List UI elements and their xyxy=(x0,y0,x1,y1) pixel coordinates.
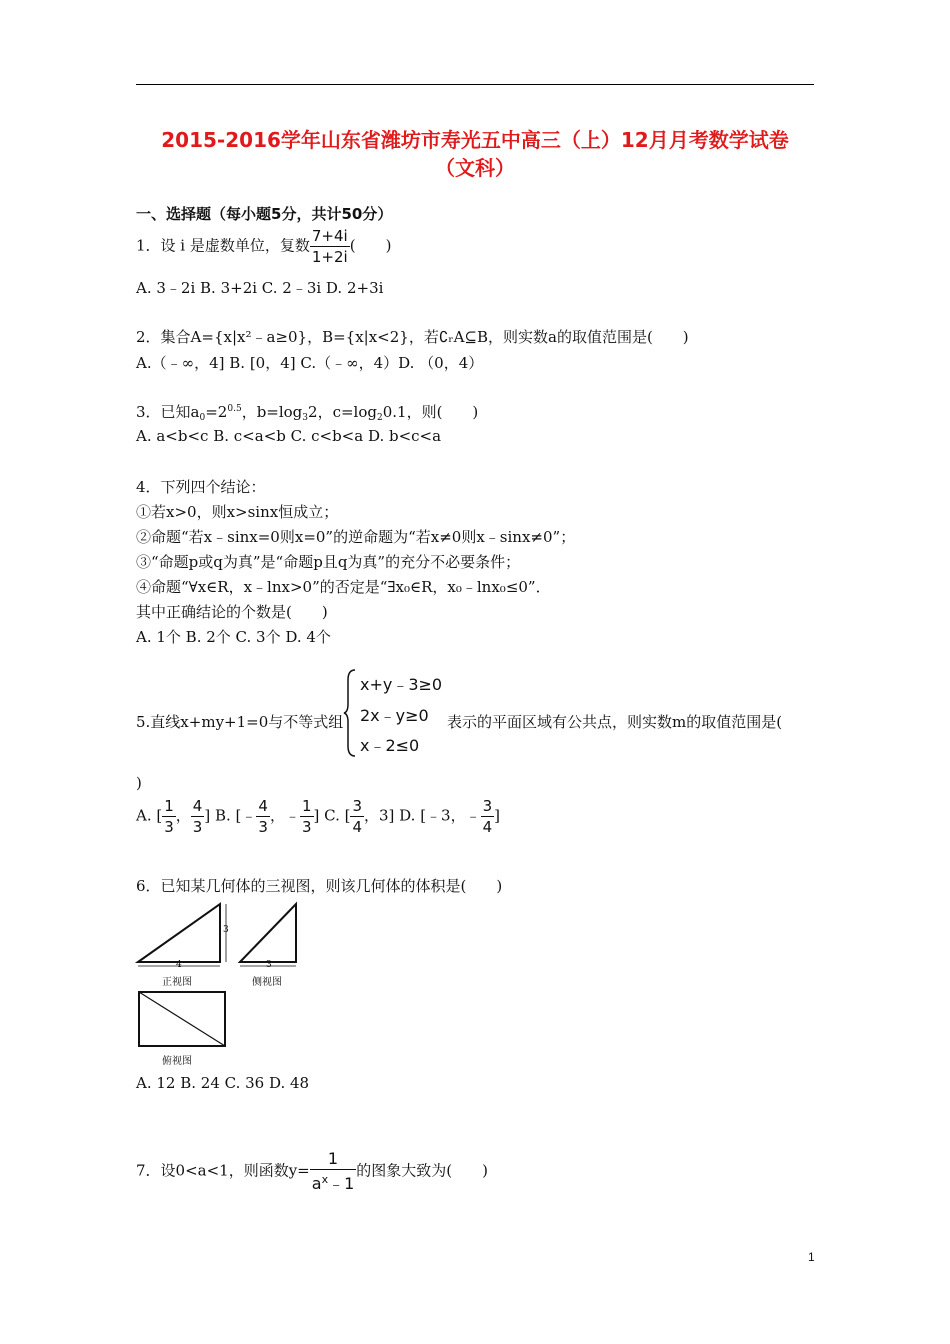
q5-inequality-1: x+y﹣3≥0 xyxy=(360,675,443,694)
q5-d1-den: 4 xyxy=(482,818,493,836)
q5-inequality-2: 2x﹣y≥0 xyxy=(360,706,429,725)
page-number: 1 xyxy=(808,1250,815,1264)
q5-a-frac-2 xyxy=(191,796,205,837)
dim-label-3: 3 xyxy=(223,925,229,935)
q2-options: A.（﹣∞，4] B. [0，4] C.（﹣∞，4）D. （0，4） xyxy=(136,354,484,372)
q7-prefix: 7．设0<a<1，则函数y= xyxy=(136,1161,310,1180)
dim-label-side: 3 xyxy=(266,960,272,970)
q5-opt-c-end: ，3] D. [﹣3，﹣ xyxy=(364,806,481,825)
q4-statement-2: ②命题“若x﹣sinx=0则x=0”的逆命题为“若x≠0则x﹣sinx≠0”； xyxy=(136,528,576,546)
q1-fraction xyxy=(310,226,350,267)
q3-sub0: 0 xyxy=(199,413,206,423)
q5-opt-c-label: ] C. [ xyxy=(313,806,351,825)
top-view-diagonal xyxy=(139,992,225,1046)
question-7 xyxy=(136,1149,488,1194)
q5-d-frac xyxy=(481,796,495,837)
q1-options: A. 3﹣2i B. 3+2i C. 2﹣3i D. 2+3i xyxy=(136,279,384,297)
q7-denominator xyxy=(310,1170,357,1194)
top-view-label: 俯视图 xyxy=(162,1056,192,1067)
front-view-triangle xyxy=(138,904,220,962)
q6-stem: 6．已知某几何体的三视图，则该几何体的体积是( ) xyxy=(136,877,503,895)
q5-b1-num: 4 xyxy=(258,797,268,815)
q5-brace xyxy=(343,668,357,758)
dim-label-4: 4 xyxy=(176,960,182,970)
q5-comma: ， xyxy=(175,806,191,825)
q6-top-view xyxy=(134,990,234,1050)
q4-statement-1: ①若x>0，则x>sinx恒成立； xyxy=(136,503,339,521)
q6-options: A. 12 B. 24 C. 36 D. 48 xyxy=(136,1074,310,1092)
q3-sub2: 2 xyxy=(376,413,383,423)
q1-denominator: 1+2i xyxy=(311,248,348,266)
q5-b-frac-2 xyxy=(300,796,314,837)
q5-prefix: 5.直线x+my+1=0与不等式组 xyxy=(136,713,344,731)
q5-inequality-3: x﹣2≤0 xyxy=(360,736,420,755)
q5-close-paren: ) xyxy=(136,774,142,792)
q7-den-exp: x xyxy=(321,1173,329,1186)
q5-options xyxy=(136,796,500,837)
q1-numerator: 7+4i xyxy=(311,227,348,245)
q5-a2-den: 3 xyxy=(192,818,203,836)
section-heading: 一、选择题（每小题5分，共计50分） xyxy=(136,205,393,223)
q5-suffix: 表示的平面区域有公共点，则实数m的取值范围是( xyxy=(447,713,783,731)
q5-c1-den: 4 xyxy=(352,818,362,836)
q3-stem xyxy=(136,401,478,423)
q5-opt-b-label: ] B. [﹣ xyxy=(204,806,257,825)
page-title: 2015-2016学年山东省潍坊市寿光五中高三（上）12月月考数学试卷 xyxy=(161,128,789,152)
q4-stem: 4．下列四个结论： xyxy=(136,478,266,496)
q7-fraction xyxy=(310,1149,357,1194)
q5-a1-den: 3 xyxy=(164,818,174,836)
q7-suffix: 的图象大致为( ) xyxy=(356,1161,488,1180)
q5-a2-num: 4 xyxy=(192,797,203,815)
q4-ask: 其中正确结论的个数是( ) xyxy=(136,603,328,621)
question-1 xyxy=(136,226,391,267)
header-rule xyxy=(136,84,814,85)
q3-options: A. a<b<c B. c<a<b C. c<b<a D. b<c<a xyxy=(136,427,442,445)
q5-opt-b-mid: ，﹣ xyxy=(269,806,300,825)
q1-stem: 1．设 i 是虚数单位，复数 xyxy=(136,236,310,255)
q7-numerator: 1 xyxy=(310,1149,357,1170)
q4-options: A. 1个 B. 2个 C. 3个 D. 4个 xyxy=(136,628,331,646)
q7-den-rest: ﹣1 xyxy=(328,1174,355,1193)
q5-b2-num: 1 xyxy=(301,797,312,815)
front-view-label: 正视图 xyxy=(162,977,192,988)
q7-den-base: a xyxy=(311,1174,322,1193)
q5-b-frac-1 xyxy=(256,796,270,837)
q3-text-c: ，b=log xyxy=(241,403,303,421)
q4-statement-3: ③“命题p或q为真”是“命题p且q为真”的充分不必要条件； xyxy=(136,553,521,571)
page-subtitle: （文科） xyxy=(435,156,515,180)
q2-stem: 2．集合A={x|x²﹣a≥0}，B={x|x<2}，若∁ᵣA⊆B，则实数a的取值范围是( ) xyxy=(136,328,689,346)
q3-sup: 0.5 xyxy=(227,404,242,414)
q5-c-frac xyxy=(350,796,364,837)
q3-sub3: 3 xyxy=(302,413,309,423)
q5-b1-den: 3 xyxy=(258,818,268,836)
q1-paren: ( ) xyxy=(349,236,392,255)
q5-d1-num: 3 xyxy=(482,797,493,815)
q3-text-e: 0.1，则( ) xyxy=(382,403,479,421)
q5-c1-num: 3 xyxy=(352,797,362,815)
side-view-triangle xyxy=(240,904,296,962)
q5-a-frac-1 xyxy=(162,796,176,837)
q5-opt-a-label: A. [ xyxy=(136,806,163,825)
q3-text-b: =2 xyxy=(205,403,228,421)
q5-a1-num: 1 xyxy=(164,797,174,815)
q5-opt-d-end: ] xyxy=(494,806,500,825)
q5-b2-den: 3 xyxy=(301,818,312,836)
side-view-label: 侧视图 xyxy=(252,977,282,988)
q3-text-a: 3．已知a xyxy=(136,403,200,421)
q4-statement-4: ④命题“∀x∈R，x﹣lnx>0”的否定是“∃x₀∈R，x₀﹣lnx₀≤0”． xyxy=(136,578,551,596)
q3-text-d: 2，c=log xyxy=(308,403,377,421)
